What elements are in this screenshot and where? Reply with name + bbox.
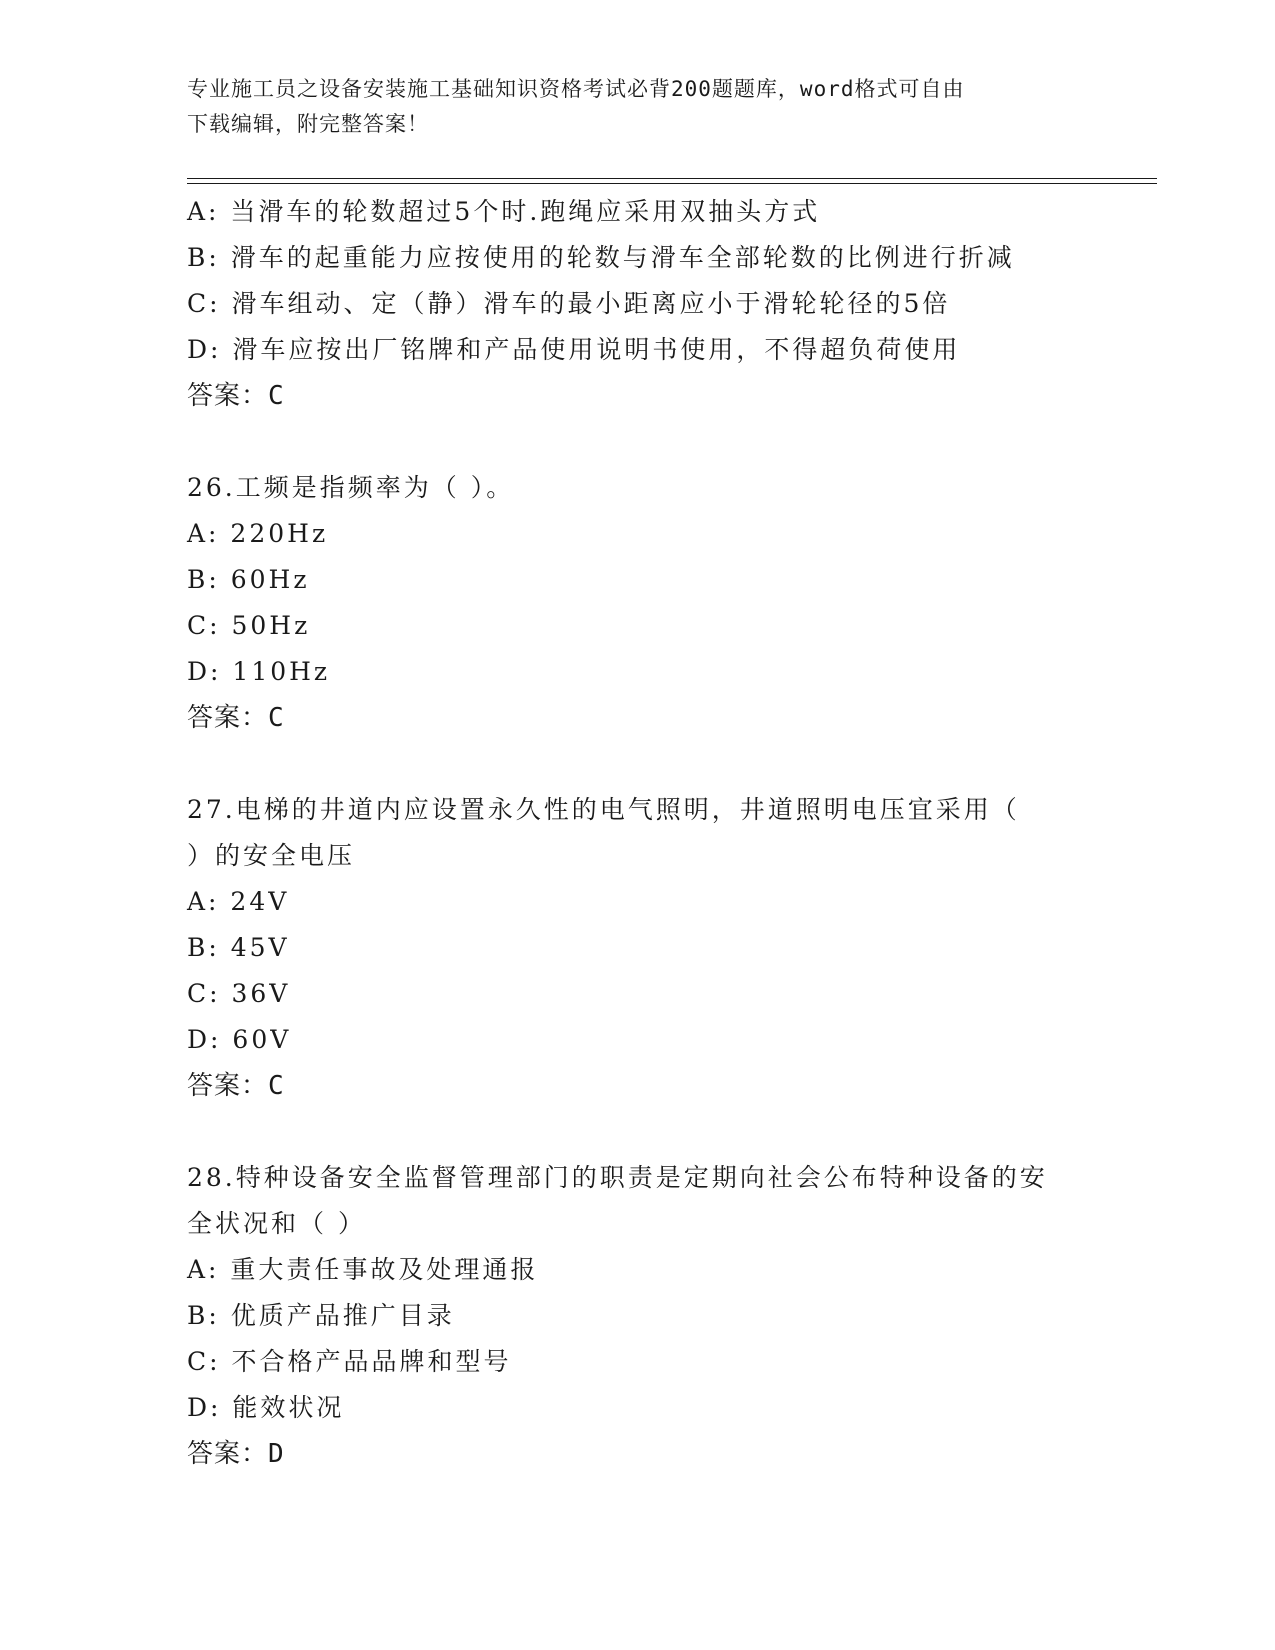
option-c: C: 36V xyxy=(187,979,291,1008)
question-text-line-1: 28.特种设备安全监督管理部门的职责是定期向社会公布特种设备的安 xyxy=(187,1163,1048,1192)
option-d: D: 60V xyxy=(187,1025,292,1054)
question-26 xyxy=(187,465,1087,741)
answer: 答案：D xyxy=(187,1439,285,1469)
option-c: C: 不合格产品品牌和型号 xyxy=(187,1347,512,1376)
option-d: D: 滑车应按出厂铭牌和产品使用说明书使用，不得超负荷使用 xyxy=(187,335,961,364)
option-b: B: 滑车的起重能力应按使用的轮数与滑车全部轮数的比例进行折减 xyxy=(187,243,1015,272)
option-b: B: 优质产品推广目录 xyxy=(187,1301,455,1330)
question-25 xyxy=(187,189,1087,419)
header-rule-bottom xyxy=(187,183,1157,184)
option-b: B: 45V xyxy=(187,933,290,962)
question-text: 26.工频是指频率为（ ）。 xyxy=(187,473,515,502)
question-text-line-2: ）的安全电压 xyxy=(187,841,356,870)
header-line-2: 下载编辑，附完整答案！ xyxy=(187,112,429,136)
answer: 答案：C xyxy=(187,1071,285,1101)
header-rule-top xyxy=(187,178,1157,179)
option-d: D: 110Hz xyxy=(187,657,331,686)
question-28 xyxy=(187,1155,1087,1477)
question-text-line-1: 27.电梯的井道内应设置永久性的电气照明，井道照明电压宜采用（ xyxy=(187,795,1020,824)
option-d: D: 能效状况 xyxy=(187,1393,345,1422)
spacer xyxy=(187,741,1087,787)
option-b: B: 60Hz xyxy=(187,565,310,594)
question-27 xyxy=(187,787,1087,1109)
option-a: A: 当滑车的轮数超过5个时.跑绳应采用双抽头方式 xyxy=(187,197,821,226)
option-c: C: 滑车组动、定（静）滑车的最小距离应小于滑轮轮径的5倍 xyxy=(187,289,951,318)
option-a: A: 重大责任事故及处理通报 xyxy=(187,1255,539,1284)
option-c: C: 50Hz xyxy=(187,611,311,640)
answer: 答案：C xyxy=(187,381,285,411)
document-header xyxy=(187,72,1077,142)
option-a: A: 220Hz xyxy=(187,519,329,548)
question-text-line-2: 全状况和（ ） xyxy=(187,1209,366,1238)
answer: 答案：C xyxy=(187,703,285,733)
spacer xyxy=(187,1109,1087,1155)
header-line-1: 专业施工员之设备安装施工基础知识资格考试必背200题题库，word格式可自由 xyxy=(187,77,965,101)
option-a: A: 24V xyxy=(187,887,290,916)
question-list xyxy=(187,189,1087,1477)
spacer xyxy=(187,419,1087,465)
